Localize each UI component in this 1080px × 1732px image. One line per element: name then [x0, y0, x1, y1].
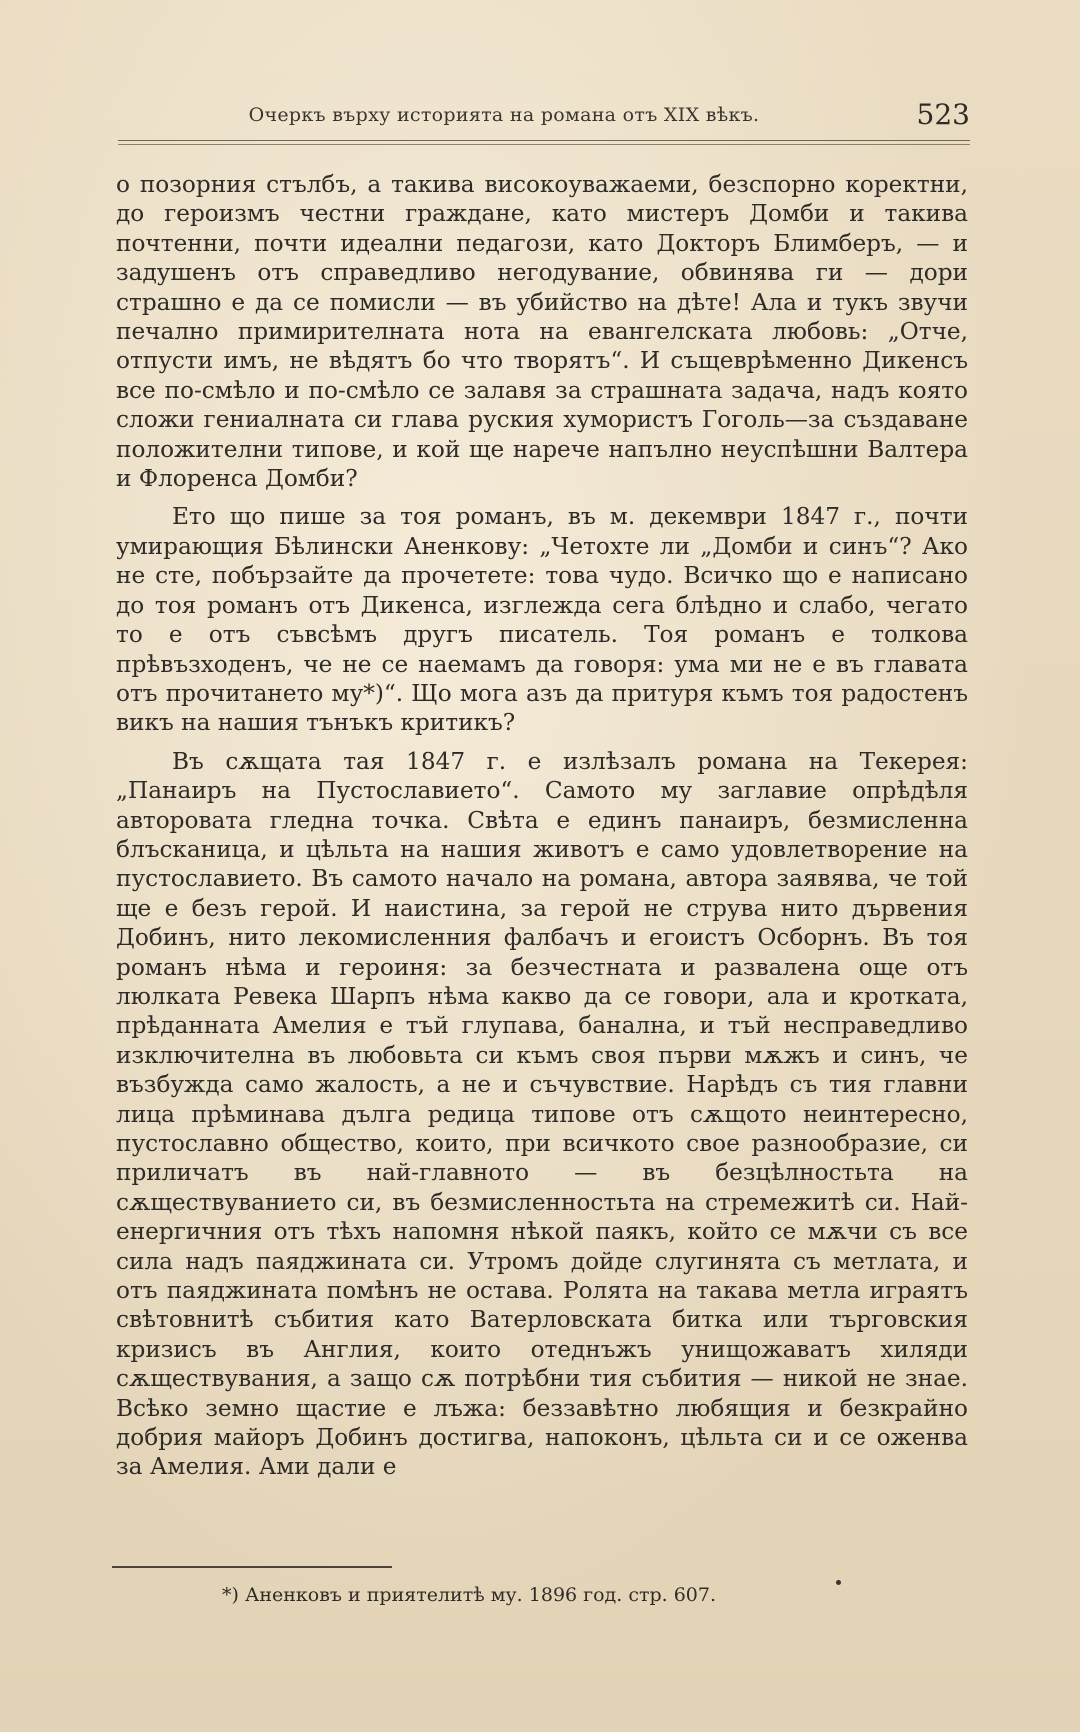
paragraph-2: Ето що пише за тоя романъ, въ м. декември 1847 г., почти умирающия Бѣлински Аненкову: „Четохте ли „Домби и синъ“? Ако не сте, побързайте да прочетете: това чудо. Всичко що е написано до тоя романъ отъ Дикенса, изглежда сега блѣдно и слабо, чегато то е отъ съвсѣмъ другъ писатель. Тоя романъ е толкова прѣвъзходенъ, че не се наемамъ да говоря: ума ми не е въ главата отъ прочитането му*)“. Що мога азъ да притуря къмъ тоя радостенъ викъ на нашия тънъкъ критикъ?: [116, 503, 968, 737]
paragraph-3: Въ сѫщата тая 1847 г. е излѣзалъ романа на Текерея: „Панаиръ на Пустославието“. Самото му заглавие опрѣдѣля авторовата гледна точка. Свѣта е единъ панаиръ, безмисленна блъсканица, и цѣльта на нашия животъ е само удовлетворение на пустославието. Въ самото начало на романа, автора заявява, че той ще е безъ герой. И наистина, за герой не струва нито дървения Добинъ, нито лекомисленния фалбачъ и егоистъ Осборнъ. Въ тоя романъ нѣма и героиня: за безчестната и развалена още отъ люлката Ревека Шарпъ нѣма какво да се говори, ала и кротката, прѣданната Амелия е тъй глупава, банална, и тъй несправедливо изключителна въ любовьта си къмъ своя първи мѫжъ и синъ, че възбужда само жалость, а не и съчувствие. Нарѣдъ съ тия главни лица прѣминава дълга редица типове отъ сѫщото неинтересно, пустославно общество, които, при всичкото свое разнообразие, си приличатъ въ най-главното — въ безцѣлностьта на сѫществуванието си, въ безмисленностьта на стремежитѣ си. Най-енергичния отъ тѣхъ напомня нѣкой паякъ, който се мѫчи съ все сила надъ паяджината си. Утромъ дойде слугинята съ метлата, и отъ паяджината помѣнъ не остава. Ролята на такава метла играятъ свѣтовнитѣ събития като Ватерловската битка или търговския кризисъ въ Англия, които отеднъжъ унищожаватъ хиляди сѫществувания, а защо сѫ потрѣбни тия събития — никой не знае. Всѣко земно щастие е лъжа: беззавѣтно любящия и безкрайно добрия майоръ Добинъ достигва, напоконъ, цѣльта си и се оженва за Амелия. Ами дали е: [116, 747, 968, 1481]
running-title: Очеркъ върху историята на романа отъ XIX вѣкъ.: [248, 104, 760, 126]
footnote-rule: [112, 1566, 392, 1568]
header-rule: [118, 140, 970, 145]
ink-speck: [836, 1580, 841, 1585]
page-number: 523: [916, 98, 970, 131]
page-header: [118, 96, 970, 136]
footnote: *) Аненковъ и приятелитѣ му. 1896 год. стр. 607.: [222, 1584, 717, 1606]
body-text: [116, 170, 968, 1482]
paragraph-1: о позорния стълбъ, а такива високоуважаеми, безспорно коректни, до героизмъ честни граждане, като мистеръ Домби и такива почтенни, почти идеални педагози, като Докторъ Блимберъ, — и задушенъ отъ справедливо негодувание, обвинява ги — дори страшно е да се помисли — въ убийство на дѣте! Ала и тукъ звучи печално примирителната нота на евангелската любовь: „Отче, отпусти имъ, не вѣдятъ бо что творятъ“. И същеврѣменно Дикенсъ все по-смѣло и по-смѣло се залавя за страшната задача, надъ която сложи гениалната си глава руския хумористъ Гоголь—за създаване положителни типове, и кой ще нарече напълно неуспѣшни Валтера и Флоренса Домби?: [116, 171, 968, 493]
